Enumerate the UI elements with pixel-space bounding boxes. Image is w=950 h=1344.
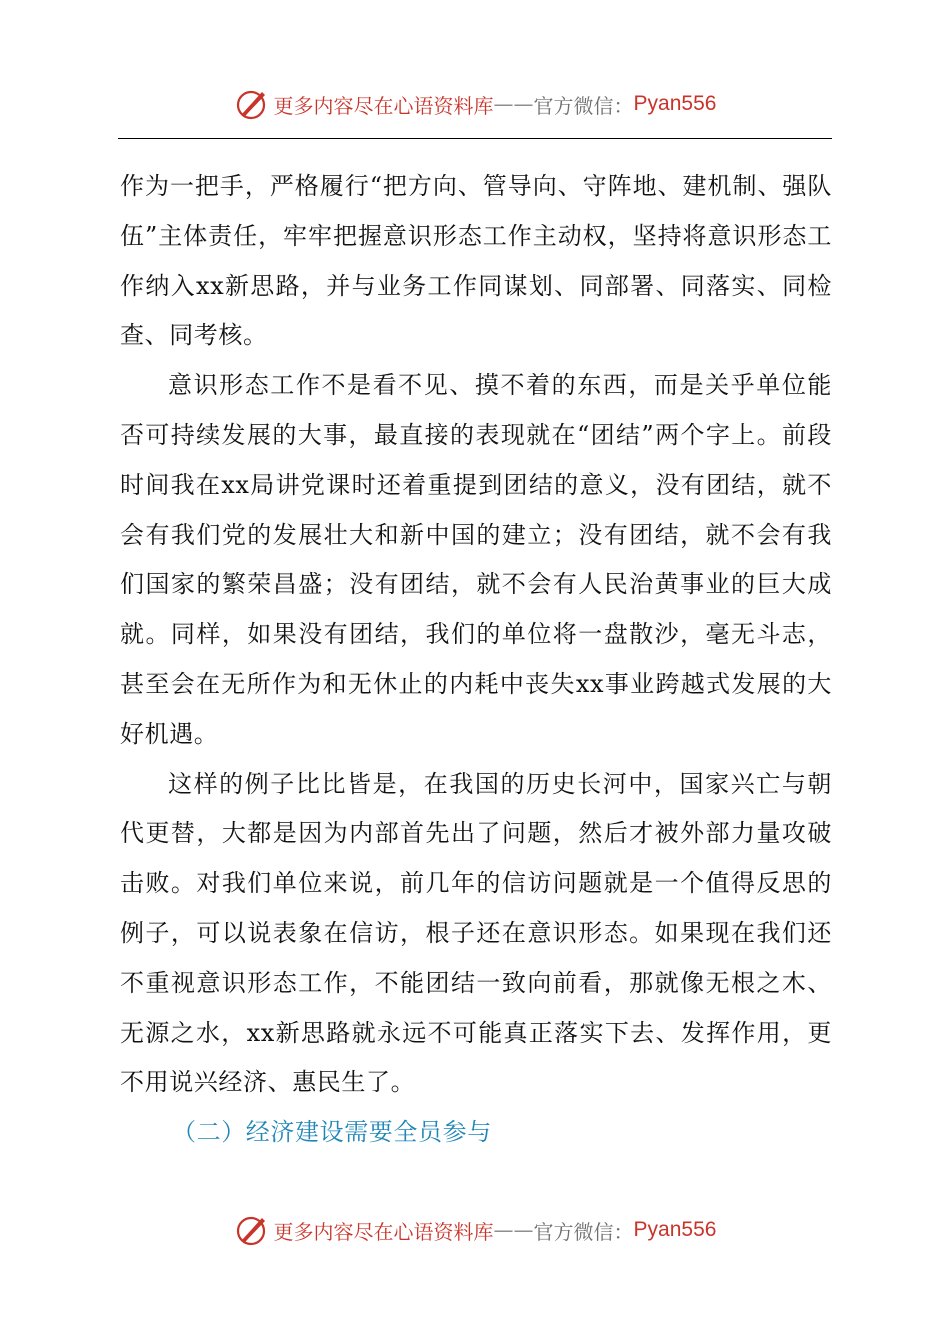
- paragraph-1: 作为一把手，严格履行“把方向、管导向、守阵地、建机制、强队伍”主体责任，牢牢把握意识形态工作主动权，坚持将意识形态工作纳入xx新思路，并与业务工作同谋划、同部署、同落实、同检查、同考核。: [120, 172, 832, 350]
- watermark-main-text: 更多内容尽在心语资料库: [273, 93, 494, 118]
- watermark-sub-text: 官方微信：: [533, 93, 634, 118]
- watermark-sub-text: 官方微信：: [533, 1219, 634, 1244]
- watermark-wechat-id: Pyan556: [633, 1218, 717, 1241]
- header-rule: [118, 138, 832, 139]
- watermark-dash: ——: [493, 92, 534, 116]
- footer-watermark: [0, 1212, 950, 1248]
- section-heading: （二）经济建设需要全员参与: [172, 1118, 492, 1147]
- paragraph-2: 意识形态工作不是看不见、摸不着的东西，而是关乎单位能否可持续发展的大事，最直接的表现就在“团结”两个字上。前段时间我在xx局讲党课时还着重提到团结的意义，没有团结，就不会有我们党的发展壮大和新中国的建立；没有团结，就不会有我们国家的繁荣昌盛；没有团结，就不会有人民治黄事业的巨大成就。同样，如果没有团结，我们的单位将一盘散沙，毫无斗志，甚至会在无所作为和无休止的内耗中丧失xx事业跨越式发展的大好机遇。: [120, 371, 832, 748]
- watermark-wechat-id: Pyan556: [633, 92, 717, 115]
- header-watermark: [0, 86, 950, 122]
- watermark-dash: ——: [493, 1218, 534, 1242]
- quill-logo-icon: [234, 1212, 270, 1248]
- document-body: [120, 162, 832, 1158]
- paragraph-3: 这样的例子比比皆是，在我国的历史长河中，国家兴亡与朝代更替，大都是因为内部首先出了问题，然后才被外部力量攻破击败。对我们单位来说，前几年的信访问题就是一个值得反思的例子，可以说表象在信访，根子还在意识形态。如果现在我们还不重视意识形态工作，不能团结一致向前看，那就像无根之木、无源之水，xx新思路就永远不可能真正落实下去、发挥作用，更不用说兴经济、惠民生了。: [120, 769, 832, 1097]
- watermark-main-text: 更多内容尽在心语资料库: [273, 1219, 494, 1244]
- quill-logo-icon: [234, 86, 270, 122]
